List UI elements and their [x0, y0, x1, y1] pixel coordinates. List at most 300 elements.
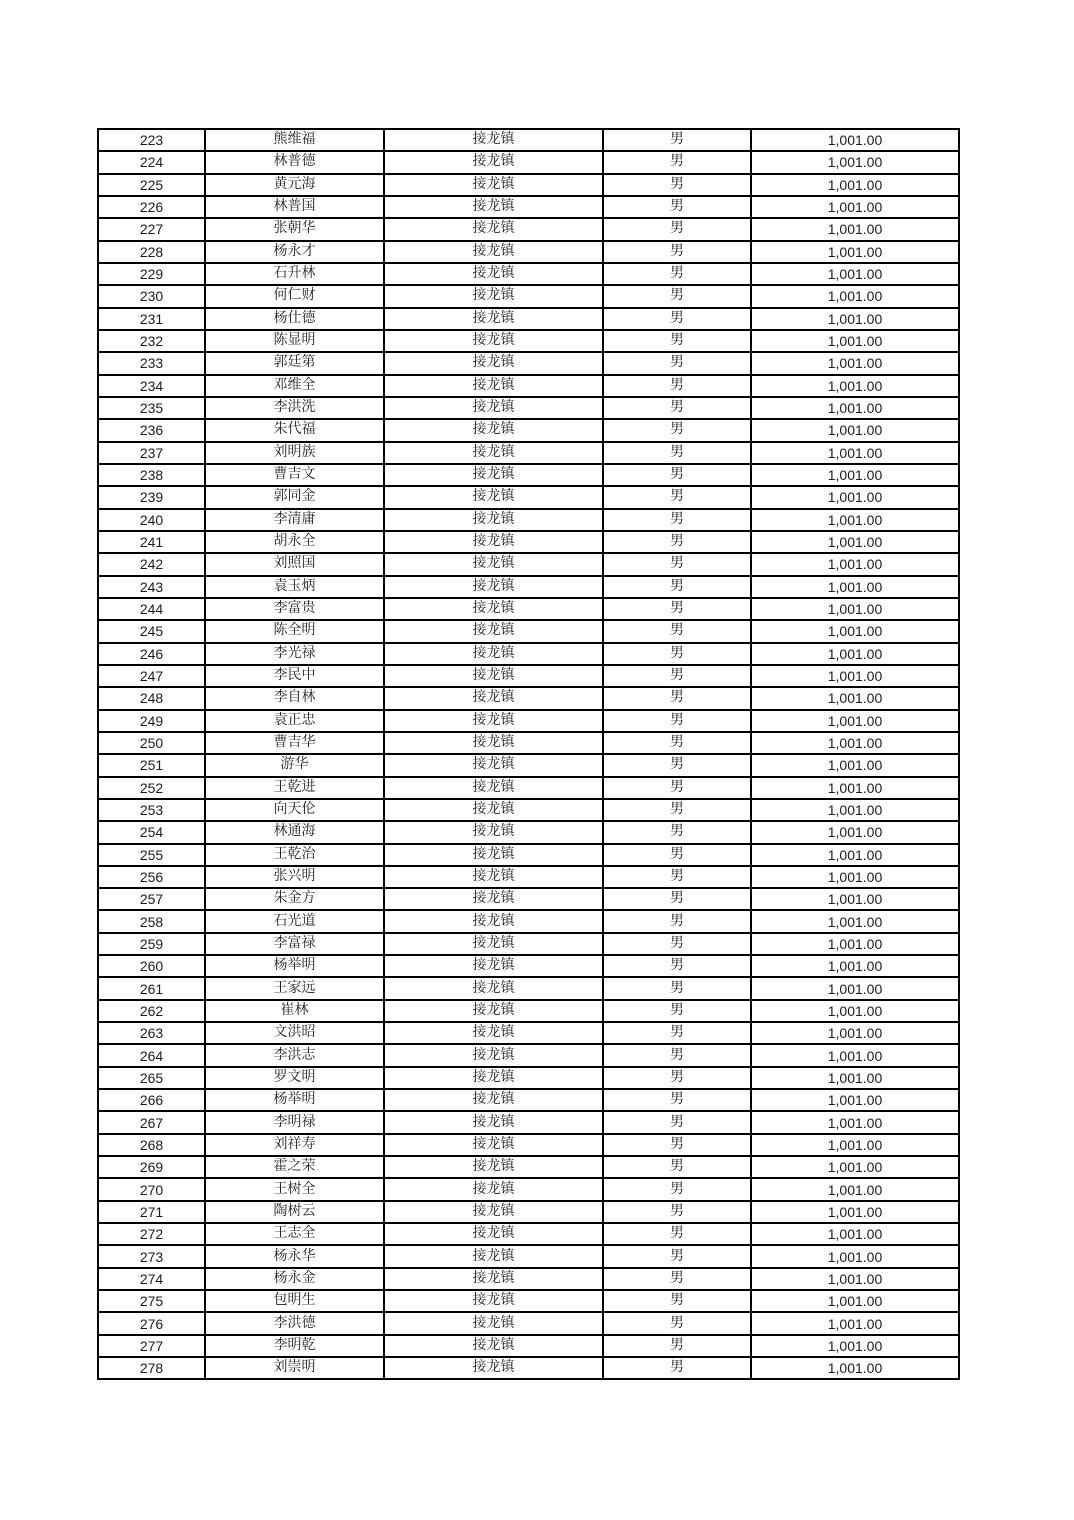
cell-amount: 1,001.00: [751, 1357, 959, 1379]
cell-gender: 男: [603, 1022, 751, 1044]
cell-town: 接龙镇: [384, 553, 603, 575]
cell-serial-number: 244: [98, 598, 205, 620]
cell-town: 接龙镇: [384, 129, 603, 151]
cell-serial-number: 240: [98, 509, 205, 531]
cell-amount: 1,001.00: [751, 1111, 959, 1133]
cell-town: 接龙镇: [384, 1089, 603, 1111]
cell-town: 接龙镇: [384, 1268, 603, 1290]
cell-serial-number: 274: [98, 1268, 205, 1290]
cell-serial-number: 267: [98, 1111, 205, 1133]
table-row: [98, 1000, 959, 1022]
cell-name: 何仁财: [205, 285, 384, 307]
cell-serial-number: 250: [98, 732, 205, 754]
cell-amount: 1,001.00: [751, 1022, 959, 1044]
cell-name: 游华: [205, 754, 384, 776]
cell-gender: 男: [603, 241, 751, 263]
cell-gender: 男: [603, 308, 751, 330]
cell-amount: 1,001.00: [751, 777, 959, 799]
cell-town: 接龙镇: [384, 620, 603, 642]
cell-gender: 男: [603, 665, 751, 687]
cell-name: 刘照国: [205, 553, 384, 575]
cell-town: 接龙镇: [384, 1245, 603, 1267]
cell-town: 接龙镇: [384, 910, 603, 932]
cell-amount: 1,001.00: [751, 531, 959, 553]
table-row: [98, 1357, 959, 1379]
cell-name: 李明禄: [205, 1111, 384, 1133]
cell-gender: 男: [603, 821, 751, 843]
table-row: [98, 263, 959, 285]
cell-gender: 男: [603, 955, 751, 977]
table-row: [98, 777, 959, 799]
cell-serial-number: 272: [98, 1223, 205, 1245]
cell-town: 接龙镇: [384, 1290, 603, 1312]
cell-town: 接龙镇: [384, 531, 603, 553]
cell-serial-number: 263: [98, 1022, 205, 1044]
cell-gender: 男: [603, 285, 751, 307]
cell-gender: 男: [603, 196, 751, 218]
cell-town: 接龙镇: [384, 1201, 603, 1223]
cell-name: 刘祥寿: [205, 1134, 384, 1156]
cell-gender: 男: [603, 777, 751, 799]
cell-town: 接龙镇: [384, 1000, 603, 1022]
cell-amount: 1,001.00: [751, 866, 959, 888]
cell-amount: 1,001.00: [751, 1223, 959, 1245]
table-row: [98, 754, 959, 776]
cell-amount: 1,001.00: [751, 1089, 959, 1111]
cell-serial-number: 256: [98, 866, 205, 888]
table-row: [98, 1134, 959, 1156]
cell-gender: 男: [603, 1357, 751, 1379]
cell-amount: 1,001.00: [751, 1156, 959, 1178]
cell-serial-number: 255: [98, 844, 205, 866]
cell-name: 文洪昭: [205, 1022, 384, 1044]
cell-name: 向天伦: [205, 799, 384, 821]
cell-serial-number: 253: [98, 799, 205, 821]
table-row: [98, 397, 959, 419]
cell-amount: 1,001.00: [751, 509, 959, 531]
cell-name: 林普国: [205, 196, 384, 218]
cell-name: 郭廷第: [205, 352, 384, 374]
table-row: [98, 1201, 959, 1223]
cell-town: 接龙镇: [384, 464, 603, 486]
cell-serial-number: 246: [98, 643, 205, 665]
cell-serial-number: 228: [98, 241, 205, 263]
cell-amount: 1,001.00: [751, 1290, 959, 1312]
cell-town: 接龙镇: [384, 799, 603, 821]
cell-name: 林普德: [205, 151, 384, 173]
cell-name: 袁玉炳: [205, 576, 384, 598]
cell-amount: 1,001.00: [751, 375, 959, 397]
cell-name: 袁正忠: [205, 710, 384, 732]
cell-gender: 男: [603, 486, 751, 508]
table-row: [98, 375, 959, 397]
cell-amount: 1,001.00: [751, 263, 959, 285]
cell-serial-number: 224: [98, 151, 205, 173]
table-row: [98, 844, 959, 866]
cell-gender: 男: [603, 710, 751, 732]
cell-gender: 男: [603, 620, 751, 642]
table-row: [98, 1178, 959, 1200]
cell-gender: 男: [603, 1156, 751, 1178]
cell-gender: 男: [603, 151, 751, 173]
cell-amount: 1,001.00: [751, 397, 959, 419]
table-row: [98, 330, 959, 352]
cell-serial-number: 258: [98, 910, 205, 932]
cell-gender: 男: [603, 1089, 751, 1111]
cell-gender: 男: [603, 1201, 751, 1223]
table-row: [98, 241, 959, 263]
cell-serial-number: 226: [98, 196, 205, 218]
cell-town: 接龙镇: [384, 241, 603, 263]
cell-serial-number: 249: [98, 710, 205, 732]
cell-town: 接龙镇: [384, 174, 603, 196]
cell-town: 接龙镇: [384, 933, 603, 955]
cell-gender: 男: [603, 1312, 751, 1334]
cell-town: 接龙镇: [384, 218, 603, 240]
cell-serial-number: 269: [98, 1156, 205, 1178]
cell-amount: 1,001.00: [751, 620, 959, 642]
cell-town: 接龙镇: [384, 888, 603, 910]
cell-town: 接龙镇: [384, 866, 603, 888]
cell-amount: 1,001.00: [751, 1044, 959, 1066]
table-row: [98, 643, 959, 665]
table-row: [98, 620, 959, 642]
table-row: [98, 531, 959, 553]
cell-serial-number: 248: [98, 687, 205, 709]
cell-serial-number: 239: [98, 486, 205, 508]
table-row: [98, 821, 959, 843]
table-row: [98, 665, 959, 687]
cell-name: 朱代福: [205, 419, 384, 441]
table-row: [98, 710, 959, 732]
table-row: [98, 1022, 959, 1044]
cell-serial-number: 257: [98, 888, 205, 910]
cell-town: 接龙镇: [384, 665, 603, 687]
cell-gender: 男: [603, 799, 751, 821]
cell-serial-number: 264: [98, 1044, 205, 1066]
cell-amount: 1,001.00: [751, 285, 959, 307]
cell-name: 朱金方: [205, 888, 384, 910]
cell-serial-number: 234: [98, 375, 205, 397]
cell-name: 王树全: [205, 1178, 384, 1200]
cell-name: 崔林: [205, 1000, 384, 1022]
cell-serial-number: 231: [98, 308, 205, 330]
cell-town: 接龙镇: [384, 1022, 603, 1044]
table-row: [98, 218, 959, 240]
cell-town: 接龙镇: [384, 1178, 603, 1200]
cell-amount: 1,001.00: [751, 553, 959, 575]
cell-serial-number: 252: [98, 777, 205, 799]
cell-serial-number: 266: [98, 1089, 205, 1111]
cell-serial-number: 268: [98, 1134, 205, 1156]
cell-town: 接龙镇: [384, 955, 603, 977]
cell-serial-number: 247: [98, 665, 205, 687]
cell-gender: 男: [603, 754, 751, 776]
cell-town: 接龙镇: [384, 285, 603, 307]
cell-name: 杨举明: [205, 955, 384, 977]
cell-amount: 1,001.00: [751, 933, 959, 955]
table-row: [98, 598, 959, 620]
cell-amount: 1,001.00: [751, 1134, 959, 1156]
cell-town: 接龙镇: [384, 710, 603, 732]
table-row: [98, 955, 959, 977]
cell-gender: 男: [603, 397, 751, 419]
cell-amount: 1,001.00: [751, 442, 959, 464]
cell-gender: 男: [603, 330, 751, 352]
table-row: [98, 910, 959, 932]
cell-name: 邓维全: [205, 375, 384, 397]
cell-town: 接龙镇: [384, 151, 603, 173]
cell-town: 接龙镇: [384, 1223, 603, 1245]
cell-amount: 1,001.00: [751, 464, 959, 486]
cell-amount: 1,001.00: [751, 732, 959, 754]
cell-serial-number: 223: [98, 129, 205, 151]
cell-serial-number: 235: [98, 397, 205, 419]
cell-serial-number: 254: [98, 821, 205, 843]
cell-town: 接龙镇: [384, 375, 603, 397]
table-row: [98, 1111, 959, 1133]
table-row: [98, 933, 959, 955]
cell-serial-number: 227: [98, 218, 205, 240]
cell-gender: 男: [603, 1223, 751, 1245]
cell-gender: 男: [603, 464, 751, 486]
cell-town: 接龙镇: [384, 1134, 603, 1156]
cell-amount: 1,001.00: [751, 174, 959, 196]
cell-name: 李明乾: [205, 1335, 384, 1357]
cell-name: 胡永全: [205, 531, 384, 553]
cell-town: 接龙镇: [384, 1335, 603, 1357]
cell-serial-number: 232: [98, 330, 205, 352]
cell-amount: 1,001.00: [751, 1067, 959, 1089]
table-container: [97, 128, 960, 1380]
cell-serial-number: 278: [98, 1357, 205, 1379]
cell-town: 接龙镇: [384, 330, 603, 352]
cell-amount: 1,001.00: [751, 687, 959, 709]
cell-gender: 男: [603, 732, 751, 754]
table-body: [98, 129, 959, 1379]
cell-serial-number: 273: [98, 1245, 205, 1267]
cell-serial-number: 276: [98, 1312, 205, 1334]
table-row: [98, 1156, 959, 1178]
cell-gender: 男: [603, 352, 751, 374]
cell-gender: 男: [603, 1134, 751, 1156]
cell-amount: 1,001.00: [751, 1335, 959, 1357]
cell-gender: 男: [603, 129, 751, 151]
cell-amount: 1,001.00: [751, 910, 959, 932]
cell-serial-number: 270: [98, 1178, 205, 1200]
cell-amount: 1,001.00: [751, 486, 959, 508]
cell-amount: 1,001.00: [751, 151, 959, 173]
cell-name: 杨永金: [205, 1268, 384, 1290]
cell-gender: 男: [603, 933, 751, 955]
cell-name: 曹吉文: [205, 464, 384, 486]
cell-amount: 1,001.00: [751, 710, 959, 732]
cell-amount: 1,001.00: [751, 977, 959, 999]
table-row: [98, 196, 959, 218]
table-row: [98, 486, 959, 508]
cell-gender: 男: [603, 1178, 751, 1200]
cell-town: 接龙镇: [384, 442, 603, 464]
cell-amount: 1,001.00: [751, 129, 959, 151]
cell-amount: 1,001.00: [751, 241, 959, 263]
cell-town: 接龙镇: [384, 687, 603, 709]
cell-town: 接龙镇: [384, 352, 603, 374]
cell-serial-number: 241: [98, 531, 205, 553]
cell-amount: 1,001.00: [751, 844, 959, 866]
cell-town: 接龙镇: [384, 308, 603, 330]
cell-name: 刘崇明: [205, 1357, 384, 1379]
cell-serial-number: 225: [98, 174, 205, 196]
cell-name: 陈全明: [205, 620, 384, 642]
cell-town: 接龙镇: [384, 732, 603, 754]
table-row: [98, 285, 959, 307]
cell-amount: 1,001.00: [751, 330, 959, 352]
cell-name: 王乾进: [205, 777, 384, 799]
cell-serial-number: 251: [98, 754, 205, 776]
cell-town: 接龙镇: [384, 509, 603, 531]
cell-gender: 男: [603, 844, 751, 866]
cell-town: 接龙镇: [384, 1156, 603, 1178]
recipients-table: [97, 128, 960, 1380]
cell-amount: 1,001.00: [751, 1178, 959, 1200]
cell-town: 接龙镇: [384, 263, 603, 285]
cell-name: 王乾治: [205, 844, 384, 866]
cell-amount: 1,001.00: [751, 576, 959, 598]
cell-gender: 男: [603, 218, 751, 240]
table-row: [98, 442, 959, 464]
cell-name: 杨仕德: [205, 308, 384, 330]
cell-town: 接龙镇: [384, 754, 603, 776]
cell-serial-number: 262: [98, 1000, 205, 1022]
cell-town: 接龙镇: [384, 397, 603, 419]
cell-name: 李富贵: [205, 598, 384, 620]
table-row: [98, 352, 959, 374]
table-row: [98, 1223, 959, 1245]
cell-serial-number: 229: [98, 263, 205, 285]
cell-town: 接龙镇: [384, 1357, 603, 1379]
cell-name: 陈显明: [205, 330, 384, 352]
table-row: [98, 1044, 959, 1066]
cell-gender: 男: [603, 531, 751, 553]
cell-name: 李洪洗: [205, 397, 384, 419]
cell-amount: 1,001.00: [751, 352, 959, 374]
cell-gender: 男: [603, 1335, 751, 1357]
cell-serial-number: 230: [98, 285, 205, 307]
cell-town: 接龙镇: [384, 1312, 603, 1334]
cell-name: 王家远: [205, 977, 384, 999]
cell-gender: 男: [603, 174, 751, 196]
cell-amount: 1,001.00: [751, 821, 959, 843]
cell-gender: 男: [603, 888, 751, 910]
cell-amount: 1,001.00: [751, 1268, 959, 1290]
cell-name: 张朝华: [205, 218, 384, 240]
cell-town: 接龙镇: [384, 196, 603, 218]
cell-name: 霍之荣: [205, 1156, 384, 1178]
cell-name: 林通海: [205, 821, 384, 843]
cell-amount: 1,001.00: [751, 643, 959, 665]
cell-gender: 男: [603, 1067, 751, 1089]
cell-gender: 男: [603, 1044, 751, 1066]
cell-amount: 1,001.00: [751, 308, 959, 330]
table-row: [98, 888, 959, 910]
cell-name: 李民中: [205, 665, 384, 687]
table-row: [98, 977, 959, 999]
cell-name: 石光道: [205, 910, 384, 932]
cell-amount: 1,001.00: [751, 1201, 959, 1223]
cell-amount: 1,001.00: [751, 955, 959, 977]
table-row: [98, 509, 959, 531]
table-row: [98, 1312, 959, 1334]
cell-gender: 男: [603, 1290, 751, 1312]
cell-name: 李富禄: [205, 933, 384, 955]
table-row: [98, 1245, 959, 1267]
cell-town: 接龙镇: [384, 598, 603, 620]
cell-gender: 男: [603, 977, 751, 999]
cell-name: 熊维福: [205, 129, 384, 151]
cell-serial-number: 275: [98, 1290, 205, 1312]
cell-name: 王志全: [205, 1223, 384, 1245]
cell-serial-number: 237: [98, 442, 205, 464]
cell-serial-number: 242: [98, 553, 205, 575]
cell-gender: 男: [603, 1111, 751, 1133]
cell-gender: 男: [603, 866, 751, 888]
cell-serial-number: 243: [98, 576, 205, 598]
table-row: [98, 732, 959, 754]
cell-town: 接龙镇: [384, 643, 603, 665]
cell-name: 郭同金: [205, 486, 384, 508]
cell-serial-number: 265: [98, 1067, 205, 1089]
cell-gender: 男: [603, 553, 751, 575]
cell-amount: 1,001.00: [751, 419, 959, 441]
cell-name: 李清庸: [205, 509, 384, 531]
cell-name: 李光禄: [205, 643, 384, 665]
cell-name: 陶树云: [205, 1201, 384, 1223]
cell-name: 李自林: [205, 687, 384, 709]
cell-serial-number: 271: [98, 1201, 205, 1223]
cell-serial-number: 277: [98, 1335, 205, 1357]
cell-name: 杨永才: [205, 241, 384, 263]
table-row: [98, 553, 959, 575]
cell-serial-number: 238: [98, 464, 205, 486]
cell-gender: 男: [603, 442, 751, 464]
cell-name: 刘明族: [205, 442, 384, 464]
table-row: [98, 174, 959, 196]
cell-town: 接龙镇: [384, 419, 603, 441]
cell-serial-number: 260: [98, 955, 205, 977]
cell-amount: 1,001.00: [751, 754, 959, 776]
cell-amount: 1,001.00: [751, 888, 959, 910]
cell-town: 接龙镇: [384, 1111, 603, 1133]
table-row: [98, 308, 959, 330]
cell-amount: 1,001.00: [751, 218, 959, 240]
table-row: [98, 1089, 959, 1111]
cell-gender: 男: [603, 576, 751, 598]
table-row: [98, 1290, 959, 1312]
cell-name: 李洪德: [205, 1312, 384, 1334]
table-row: [98, 464, 959, 486]
table-row: [98, 866, 959, 888]
cell-name: 黄元海: [205, 174, 384, 196]
cell-serial-number: 261: [98, 977, 205, 999]
cell-amount: 1,001.00: [751, 665, 959, 687]
cell-gender: 男: [603, 1000, 751, 1022]
table-row: [98, 419, 959, 441]
cell-serial-number: 259: [98, 933, 205, 955]
cell-amount: 1,001.00: [751, 1312, 959, 1334]
cell-town: 接龙镇: [384, 777, 603, 799]
cell-town: 接龙镇: [384, 1044, 603, 1066]
cell-amount: 1,001.00: [751, 1245, 959, 1267]
